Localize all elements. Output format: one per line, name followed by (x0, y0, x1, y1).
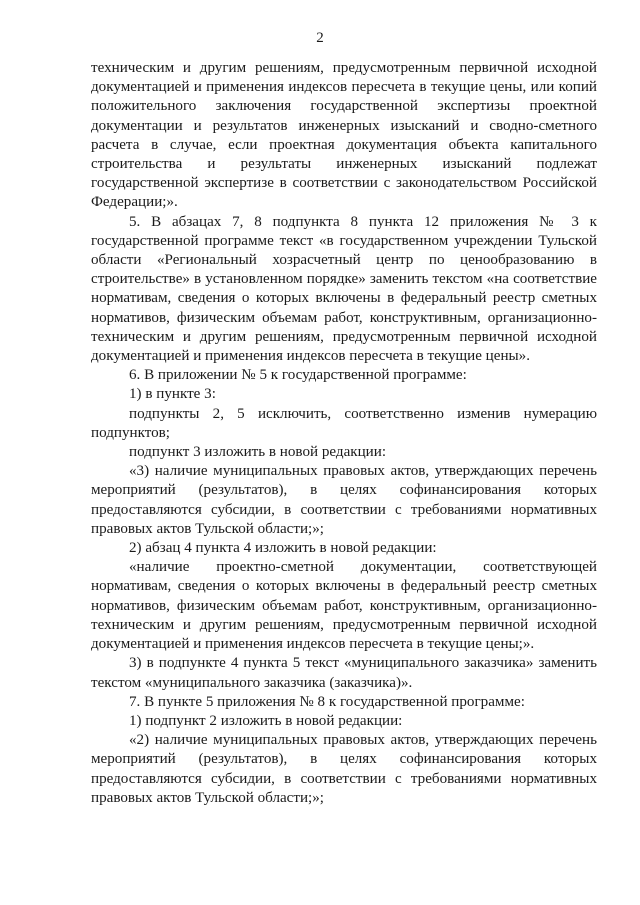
paragraph-item-6-2-text: «наличие проектно-сметной документации, соответствующей нормативам, сведения о которых включены в федеральный реестр сметных нормативов, физическим объемам работ, конструктивным, организационно-техническим и другим решениям, предусмотренным первичной исходной документацией и применения индексов пересчета в текущие цены;». (91, 559, 597, 653)
paragraph-subitem-3-text: «3) наличие муниципальных правовых актов, утверждающих перечень мероприятий (результатов), в целях софинансирования которых предоставляются субсидии, в соответствии с требованиями нормативных правовых актов Тульской области;»; (91, 463, 597, 537)
paragraph-item-7-1: 1) подпункт 2 изложить в новой редакции: (129, 712, 403, 729)
paragraph-continuation: техническим и другим решениям, предусмотренным первичной исходной документацией и применения индексов пересчета в текущие цены, или копий положительного заключения государственной экспертизы проектной документации и результатов инженерных изысканий и сводно-сметного расчета в случае, если проектная документация объекта капитального строительства и результаты инженерных изысканий подлежат государственной экспертизе в соответствии с законодательством Российской Федерации;». (91, 60, 597, 211)
paragraph-item-6-3: 3) в подпункте 4 пункта 5 текст «муниципального заказчика» заменить текстом «муниципального заказчика (заказчика)». (91, 655, 597, 691)
paragraph-item-5: 5. В абзацах 7, 8 подпункта 8 пункта 12 приложения № 3 к государственной программе текст «в государственном учреждении Тульской области «Региональный хозрасчетный центр по ценообразованию в строительстве» в установленном порядке» заменить текстом «на соответствие нормативам, сведения о которых включены в федеральный реестр сметных нормативов, физическим объемам работ, конструктивным, организационно-техническим и другим решениям, предусмотренным первичной исходной документацией и применения индексов пересчета в текущие цены». (91, 213, 597, 365)
paragraph-subitems-excluded: подпункты 2, 5 исключить, соответственно изменив нумерацию подпунктов; (91, 405, 597, 441)
paragraph-subitem-3-intro: подпункт 3 изложить в новой редакции: (129, 444, 387, 461)
paragraph-item-6-2: 2) абзац 4 пункта 4 изложить в новой редакции: (129, 540, 437, 557)
page-number: 2 (316, 30, 324, 46)
paragraph-item-7: 7. В пункте 5 приложения № 8 к государственной программе: (129, 693, 525, 710)
paragraph-item-7-1-text: «2) наличие муниципальных правовых актов, утверждающих перечень мероприятий (результатов), в целях софинансирования которых предоставляются субсидии, в соответствии с требованиями нормативных правовых актов Тульской области;»; (91, 732, 597, 806)
paragraph-item-6-1: 1) в пункте 3: (129, 386, 216, 403)
paragraph-item-6: 6. В приложении № 5 к государственной программе: (129, 367, 467, 384)
document-body (91, 59, 597, 808)
